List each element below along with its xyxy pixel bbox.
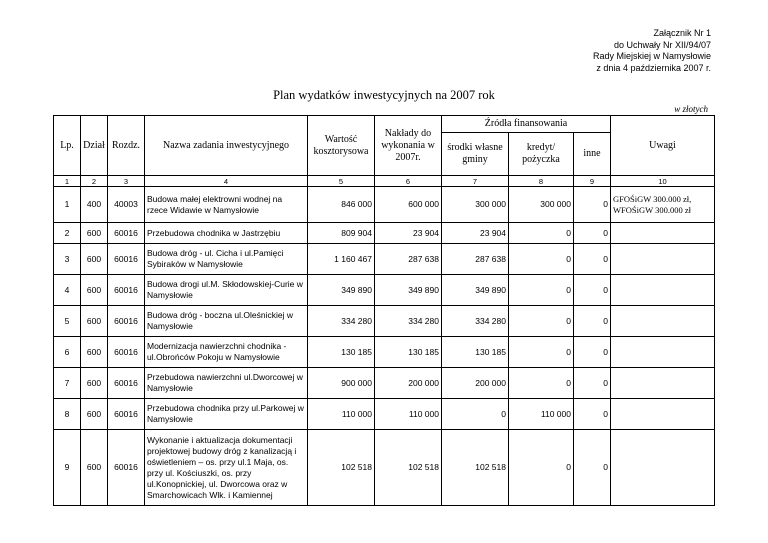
cell-rozdz: 60016: [108, 306, 145, 337]
header-other: inne: [574, 133, 611, 176]
column-number: 4: [145, 176, 308, 187]
cell-task-name: Budowa dróg - boczna ul.Oleśnickiej w Namysłowie: [145, 306, 308, 337]
cell-other: 0: [574, 187, 611, 223]
cell-dzial: 600: [81, 306, 108, 337]
cell-dzial: 600: [81, 223, 108, 244]
header-credit-loan: kredyt/ pożyczka: [509, 133, 574, 176]
cell-lp: 8: [54, 399, 81, 430]
cell-estimated-value: 130 185: [308, 337, 375, 368]
cell-rozdz: 60016: [108, 223, 145, 244]
cell-dzial: 600: [81, 430, 108, 506]
cell-dzial: 600: [81, 275, 108, 306]
cell-own-funds: 334 280: [442, 306, 509, 337]
cell-task-name: Wykonanie i aktualizacja dokumentacji projektowej budowy dróg z kanalizacją i oświetleniem – os. przy ul.1 Maja, os. przy ul. Kościuszki, os. przy ul.Konopnickiej, ul. Dworcowa oraz w Smarchowicach Wlk. i Kamiennej: [145, 430, 308, 506]
cell-rozdz: 60016: [108, 399, 145, 430]
cell-lp: 4: [54, 275, 81, 306]
table-row: [54, 244, 715, 275]
cell-task-name: Budowa dróg - ul. Cicha i ul.Pamięci Sybiraków w Namysłowie: [145, 244, 308, 275]
cell-credit-loan: 0: [509, 337, 574, 368]
cell-own-funds: 300 000: [442, 187, 509, 223]
annex-line-3: Rady Miejskiej w Namysłowie: [592, 51, 711, 61]
investment-plan-table: [53, 115, 715, 506]
column-number: 6: [375, 176, 442, 187]
cell-own-funds: 349 890: [442, 275, 509, 306]
cell-outlays: 130 185: [375, 337, 442, 368]
cell-dzial: 400: [81, 187, 108, 223]
cell-credit-loan: 0: [509, 368, 574, 399]
cell-other: 0: [574, 223, 611, 244]
cell-remarks: [611, 430, 715, 506]
cell-own-funds: 0: [442, 399, 509, 430]
cell-lp: 1: [54, 187, 81, 223]
cell-task-name: Modernizacja nawierzchni chodnika - ul.Obrońców Pokoju w Namysłowie: [145, 337, 308, 368]
cell-estimated-value: 1 160 467: [308, 244, 375, 275]
header-estimated-value: Wartość kosztorysowa: [308, 116, 375, 176]
cell-own-funds: 102 518: [442, 430, 509, 506]
cell-estimated-value: 102 518: [308, 430, 375, 506]
cell-other: 0: [574, 244, 611, 275]
cell-remarks: [611, 223, 715, 244]
annex-line-1: Załącznik Nr 1: [653, 28, 711, 38]
cell-task-name: Budowa drogi ul.M. Skłodowskiej-Curie w Namysłowie: [145, 275, 308, 306]
page-title: Plan wydatków inwestycyjnych na 2007 rok: [273, 88, 495, 102]
header-outlays-2007: Nakłady do wykonania w 2007r.: [375, 116, 442, 176]
cell-credit-loan: 0: [509, 275, 574, 306]
cell-other: 0: [574, 399, 611, 430]
header-task-name: Nazwa zadania inwestycyjnego: [145, 116, 308, 176]
cell-outlays: 110 000: [375, 399, 442, 430]
table-row: [54, 337, 715, 368]
cell-rozdz: 60016: [108, 275, 145, 306]
cell-dzial: 600: [81, 337, 108, 368]
cell-credit-loan: 0: [509, 223, 574, 244]
column-number: 9: [574, 176, 611, 187]
table-row: [54, 275, 715, 306]
cell-remarks: [611, 244, 715, 275]
table-row: [54, 399, 715, 430]
cell-credit-loan: 0: [509, 430, 574, 506]
cell-estimated-value: 334 280: [308, 306, 375, 337]
cell-outlays: 334 280: [375, 306, 442, 337]
cell-other: 0: [574, 306, 611, 337]
cell-outlays: 287 638: [375, 244, 442, 275]
header-funding-sources: Źródła finansowania: [442, 116, 611, 133]
annex-line-4: z dnia 4 października 2007 r.: [596, 62, 711, 73]
cell-estimated-value: 349 890: [308, 275, 375, 306]
column-number: 5: [308, 176, 375, 187]
column-number-row: [54, 176, 715, 187]
cell-rozdz: 60016: [108, 368, 145, 399]
cell-remarks: [611, 306, 715, 337]
cell-lp: 6: [54, 337, 81, 368]
cell-dzial: 600: [81, 399, 108, 430]
cell-rozdz: 60016: [108, 337, 145, 368]
cell-outlays: 349 890: [375, 275, 442, 306]
cell-dzial: 600: [81, 368, 108, 399]
table-row: [54, 223, 715, 244]
cell-task-name: Przebudowa chodnika przy ul.Parkowej w Namysłowie: [145, 399, 308, 430]
cell-outlays: 200 000: [375, 368, 442, 399]
cell-outlays: 600 000: [375, 187, 442, 223]
cell-rozdz: 40003: [108, 187, 145, 223]
cell-own-funds: 130 185: [442, 337, 509, 368]
cell-dzial: 600: [81, 244, 108, 275]
cell-task-name: Przebudowa nawierzchni ul.Dworcowej w Namysłowie: [145, 368, 308, 399]
cell-task-name: Przebudowa chodnika w Jastrzębiu: [145, 223, 308, 244]
header-remarks: Uwagi: [611, 116, 715, 176]
cell-rozdz: 60016: [108, 430, 145, 506]
cell-task-name: Budowa małej elektrowni wodnej na rzece Widawie w Namysłowie: [145, 187, 308, 223]
cell-outlays: 102 518: [375, 430, 442, 506]
cell-credit-loan: 0: [509, 244, 574, 275]
annex-note: [593, 28, 711, 74]
cell-remarks: [611, 337, 715, 368]
column-number: 10: [611, 176, 715, 187]
column-number: 1: [54, 176, 81, 187]
cell-estimated-value: 809 904: [308, 223, 375, 244]
cell-other: 0: [574, 275, 611, 306]
cell-other: 0: [574, 430, 611, 506]
cell-lp: 7: [54, 368, 81, 399]
column-number: 7: [442, 176, 509, 187]
cell-remarks: [611, 399, 715, 430]
annex-line-2: do Uchwały Nr XII/94/07: [613, 39, 711, 50]
cell-lp: 5: [54, 306, 81, 337]
cell-remarks: GFOŚiGW 300.000 zł, WFOŚiGW 300.000 zł: [611, 187, 715, 223]
cell-lp: 3: [54, 244, 81, 275]
table-row: [54, 430, 715, 506]
table-row: [54, 368, 715, 399]
cell-outlays: 23 904: [375, 223, 442, 244]
column-number: 3: [108, 176, 145, 187]
table-row: [54, 306, 715, 337]
cell-own-funds: 200 000: [442, 368, 509, 399]
header-lp: Lp.: [54, 116, 81, 176]
cell-credit-loan: 0: [509, 306, 574, 337]
header-own-funds: środki własne gminy: [442, 133, 509, 176]
cell-own-funds: 287 638: [442, 244, 509, 275]
column-number: 8: [509, 176, 574, 187]
cell-credit-loan: 110 000: [509, 399, 574, 430]
header-dzial: Dział: [81, 116, 108, 176]
cell-remarks: [611, 368, 715, 399]
cell-lp: 2: [54, 223, 81, 244]
cell-other: 0: [574, 337, 611, 368]
cell-estimated-value: 110 000: [308, 399, 375, 430]
table-row: [54, 187, 715, 223]
cell-other: 0: [574, 368, 611, 399]
cell-credit-loan: 300 000: [509, 187, 574, 223]
column-number: 2: [81, 176, 108, 187]
cell-estimated-value: 846 000: [308, 187, 375, 223]
currency-unit-note: w złotych: [674, 104, 708, 114]
cell-own-funds: 23 904: [442, 223, 509, 244]
cell-lp: 9: [54, 430, 81, 506]
cell-remarks: [611, 275, 715, 306]
cell-rozdz: 60016: [108, 244, 145, 275]
header-rozdz: Rozdz.: [108, 116, 145, 176]
cell-estimated-value: 900 000: [308, 368, 375, 399]
